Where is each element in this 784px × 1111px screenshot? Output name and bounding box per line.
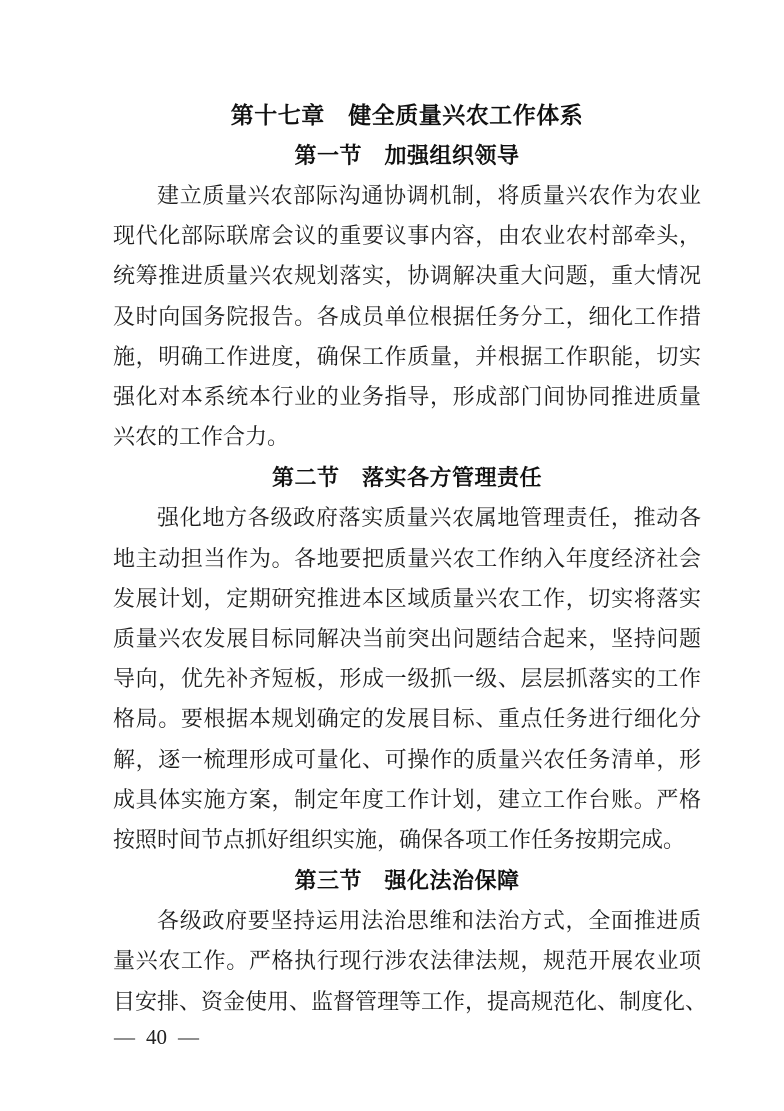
text-line: 及时向国务院报告。各成员单位根据任务分工，细化工作措 bbox=[113, 303, 701, 329]
text-line: 地主动担当作为。各地要把质量兴农工作纳入年度经济社会 bbox=[113, 545, 701, 571]
section-3 bbox=[113, 860, 708, 1022]
text-line: 导向，优先补齐短板，形成一级抓一级、层层抓落实的工作 bbox=[113, 666, 701, 692]
section-2-paragraph bbox=[113, 498, 701, 860]
section-1-title: 第一节 加强组织领导 bbox=[294, 143, 520, 168]
text-line: 格局。要根据本规划确定的发展目标、重点任务进行细化分 bbox=[113, 706, 701, 732]
document-page bbox=[113, 97, 708, 1022]
section-3-paragraph bbox=[113, 901, 708, 1022]
page-footer bbox=[112, 1022, 201, 1052]
page-number: 40 bbox=[146, 1025, 167, 1049]
section-2-title: 第二节 落实各方管理责任 bbox=[271, 465, 542, 491]
section-2 bbox=[113, 457, 701, 860]
text-line: 按照时间节点抓好组织实施，确保各项工作任务按期完成。 bbox=[113, 827, 686, 853]
text-line: 强化对本系统本行业的业务指导，形成部门间协同推进质量 bbox=[113, 384, 701, 410]
text-line: 发展计划，定期研究推进本区域质量兴农工作，切实将落实 bbox=[113, 585, 701, 611]
text-line: 量兴农工作。严格执行现行涉农法律法规，规范开展农业项 bbox=[113, 948, 701, 974]
text-line: 建立质量兴农部际沟通协调机制，将质量兴农作为农业 bbox=[157, 183, 701, 208]
chapter-title: 第十七章 健全质量兴农工作体系 bbox=[230, 103, 584, 128]
section-1 bbox=[113, 135, 701, 457]
text-line: 统筹推进质量兴农规划落实，协调解决重大问题，重大情况 bbox=[113, 263, 701, 289]
text-line: 现代化部际联席会议的重要议事内容，由农业农村部牵头， bbox=[113, 223, 701, 249]
text-line: 强化地方各级政府落实质量兴农属地管理责任，推动各 bbox=[157, 505, 701, 531]
section-3-title: 第三节 强化法治保障 bbox=[294, 868, 520, 894]
text-line: 成具体实施方案，制定年度工作计划，建立工作台账。严格 bbox=[113, 786, 701, 812]
text-line: 各级政府要坚持运用法治思维和法治方式，全面推进质 bbox=[157, 908, 701, 934]
section-1-paragraph bbox=[113, 176, 701, 457]
text-line: 目安排、资金使用、监督管理等工作，提高规范化、制度化、 bbox=[113, 988, 708, 1014]
text-line: 质量兴农发展目标同解决当前突出问题结合起来，坚持问题 bbox=[113, 626, 701, 652]
footer-right-dash: — bbox=[178, 1025, 199, 1049]
text-line: 施，明确工作进度，确保工作质量，并根据工作职能，切实 bbox=[113, 343, 701, 369]
text-line: 兴农的工作合力。 bbox=[113, 424, 290, 450]
footer-left-dash: — bbox=[114, 1025, 135, 1049]
text-line: 解，逐一梳理形成可量化、可操作的质量兴农任务清单，形 bbox=[113, 746, 701, 772]
